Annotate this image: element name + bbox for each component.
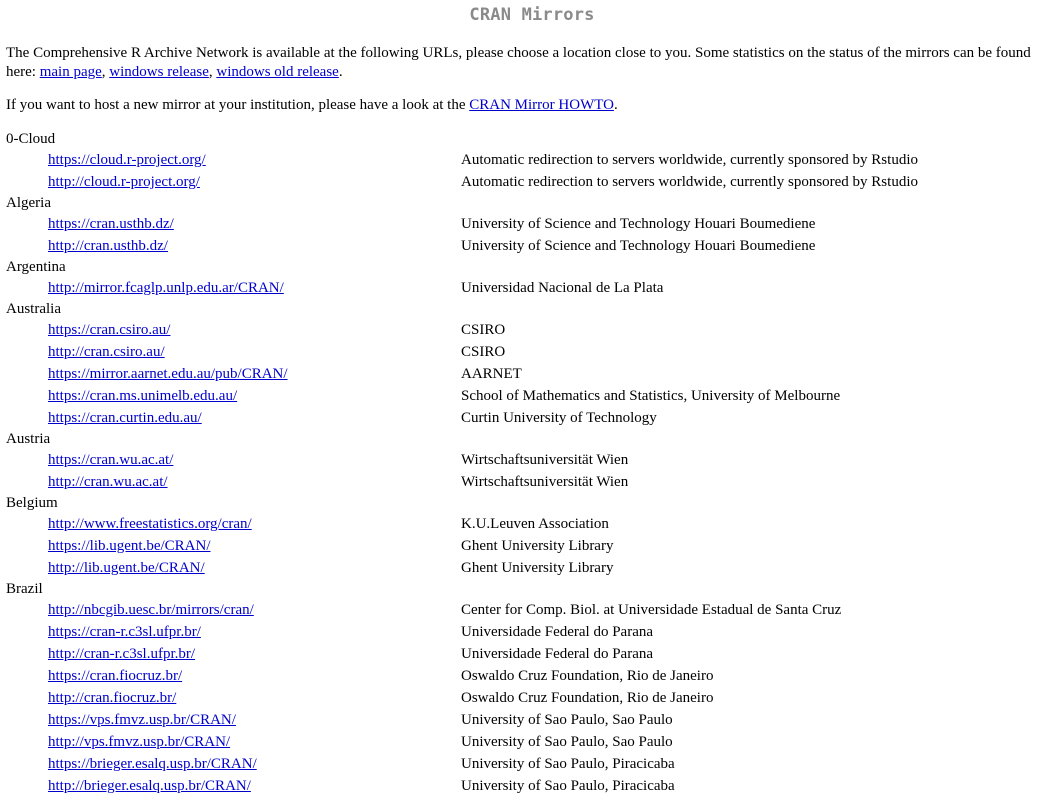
host-text: If you want to host a new mirror at your institution, please have a look at the: [6, 97, 470, 113]
mirror-url-link[interactable]: http://cran.usthb.dz/: [48, 238, 168, 254]
mirror-row: [6, 407, 918, 429]
mirror-row: [6, 513, 918, 535]
country-name: 0-Cloud: [6, 131, 56, 147]
mirror-description: Universidade Federal do Parana: [461, 646, 654, 662]
mirror-url-cell: [6, 385, 461, 407]
mirror-description: Ghent University Library: [461, 560, 614, 576]
country-name: Australia: [6, 301, 61, 317]
mirror-url-link[interactable]: http://cran-r.c3sl.ufpr.br/: [48, 646, 196, 662]
mirror-url-link[interactable]: https://vps.fmvz.usp.br/CRAN/: [48, 712, 236, 728]
mirror-description: School of Mathematics and Statistics, University of Melbourne: [461, 388, 841, 404]
mirror-row: [6, 665, 918, 687]
mirror-description: University of Sao Paulo, Piracicaba: [461, 778, 675, 794]
mirror-url-cell: [6, 557, 461, 579]
mirror-url-cell: [6, 621, 461, 643]
mirror-url-cell: [6, 513, 461, 535]
page-title: CRAN Mirrors: [469, 5, 595, 25]
mirror-description: CSIRO: [461, 322, 506, 338]
mirror-url-link[interactable]: https://cran.fiocruz.br/: [48, 668, 183, 684]
mirror-url-cell: [6, 341, 461, 363]
mirror-row: [6, 363, 918, 385]
mirror-url-link[interactable]: http://nbcgib.uesc.br/mirrors/cran/: [48, 602, 254, 618]
mirror-row: [6, 731, 918, 753]
country-row: [6, 429, 918, 449]
mirror-url-link[interactable]: https://cloud.r-project.org/: [48, 152, 206, 168]
country-row: [6, 299, 918, 319]
country-name: Brazil: [6, 581, 43, 597]
mirror-description: University of Sao Paulo, Sao Paulo: [461, 734, 673, 750]
country-row: [6, 129, 918, 149]
mirror-url-link[interactable]: http://lib.ugent.be/CRAN/: [48, 560, 205, 576]
intro-period: .: [338, 64, 343, 80]
mirror-url-cell: [6, 171, 461, 193]
mirror-description: Universidade Federal do Parana: [461, 624, 654, 640]
country-name: Algeria: [6, 195, 51, 211]
mirror-url-cell: [6, 535, 461, 557]
mirror-row: [6, 385, 918, 407]
mirror-row: [6, 709, 918, 731]
country-row: [6, 193, 918, 213]
mirror-url-link[interactable]: http://brieger.esalq.usp.br/CRAN/: [48, 778, 251, 794]
mirror-row: [6, 213, 918, 235]
country-name: Belgium: [6, 495, 58, 511]
mirrors-table-body: [6, 129, 918, 797]
mirror-description: University of Sao Paulo, Sao Paulo: [461, 712, 673, 728]
mirror-description: K.U.Leuven Association: [461, 516, 609, 532]
mirror-description: Wirtschaftsuniversität Wien: [461, 452, 629, 468]
mirror-url-link[interactable]: http://vps.fmvz.usp.br/CRAN/: [48, 734, 231, 750]
mirror-url-cell: [6, 753, 461, 775]
country-name: Argentina: [6, 259, 66, 275]
mirror-row: [6, 599, 918, 621]
mirror-description: University of Sao Paulo, Piracicaba: [461, 756, 675, 772]
intro-separator: ,: [208, 64, 217, 80]
mirror-description: Automatic redirection to servers worldwide, currently sponsored by Rstudio: [461, 152, 918, 168]
mirror-description: Oswaldo Cruz Foundation, Rio de Janeiro: [461, 690, 714, 706]
mirror-howto-link[interactable]: CRAN Mirror HOWTO: [469, 97, 614, 113]
mirror-row: [6, 687, 918, 709]
windows-old-release-link[interactable]: windows old release: [216, 64, 339, 80]
mirror-url-cell: [6, 599, 461, 621]
mirror-row: [6, 235, 918, 257]
mirror-url-link[interactable]: https://cran.csiro.au/: [48, 322, 171, 338]
mirror-url-cell: [6, 687, 461, 709]
mirror-description: Ghent University Library: [461, 538, 614, 554]
mirror-description: Center for Comp. Biol. at Universidade Estadual de Santa Cruz: [461, 602, 842, 618]
mirror-description: AARNET: [461, 366, 522, 382]
mirror-url-cell: [6, 319, 461, 341]
mirror-url-cell: [6, 449, 461, 471]
mirror-url-cell: [6, 731, 461, 753]
mirror-row: [6, 643, 918, 665]
mirror-description: University of Science and Technology Houari Boumediene: [461, 216, 816, 232]
mirror-url-cell: [6, 643, 461, 665]
mirror-row: [6, 535, 918, 557]
mirrors-table: [6, 129, 918, 797]
mirror-url-link[interactable]: https://mirror.aarnet.edu.au/pub/CRAN/: [48, 366, 288, 382]
mirror-url-cell: [6, 407, 461, 429]
mirror-description: Wirtschaftsuniversität Wien: [461, 474, 629, 490]
mirror-description: CSIRO: [461, 344, 506, 360]
mirror-row: [6, 341, 918, 363]
mirror-url-link[interactable]: http://cloud.r-project.org/: [48, 174, 200, 190]
mirror-row: [6, 149, 918, 171]
country-row: [6, 579, 918, 599]
mirror-url-link[interactable]: http://cran.wu.ac.at/: [48, 474, 168, 490]
mirror-description: Oswaldo Cruz Foundation, Rio de Janeiro: [461, 668, 714, 684]
mirror-row: [6, 171, 918, 193]
mirror-url-cell: [6, 709, 461, 731]
intro-paragraph: [6, 44, 1062, 82]
page-container: [0, 4, 1064, 797]
mirror-url-cell: [6, 149, 461, 171]
host-period: .: [613, 97, 618, 113]
mirror-description: Universidad Nacional de La Plata: [461, 280, 664, 296]
mirror-url-link[interactable]: https://brieger.esalq.usp.br/CRAN/: [48, 756, 257, 772]
mirror-url-link[interactable]: https://cran.ms.unimelb.edu.au/: [48, 388, 238, 404]
mirror-description: University of Science and Technology Houari Boumediene: [461, 238, 816, 254]
mirror-row: [6, 449, 918, 471]
mirror-url-link[interactable]: http://mirror.fcaglp.unlp.edu.ar/CRAN/: [48, 280, 284, 296]
mirror-url-link[interactable]: http://www.freestatistics.org/cran/: [48, 516, 252, 532]
mirror-row: [6, 319, 918, 341]
main-page-link[interactable]: main page: [39, 64, 102, 80]
mirror-url-cell: [6, 471, 461, 493]
mirror-row: [6, 753, 918, 775]
mirror-url-cell: [6, 213, 461, 235]
mirror-url-link[interactable]: http://cran.fiocruz.br/: [48, 690, 177, 706]
mirror-url-link[interactable]: https://lib.ugent.be/CRAN/: [48, 538, 211, 554]
mirror-url-cell: [6, 277, 461, 299]
mirror-url-cell: [6, 235, 461, 257]
mirror-url-link[interactable]: https://cran-r.c3sl.ufpr.br/: [48, 624, 201, 640]
country-name: Austria: [6, 431, 51, 447]
mirror-row: [6, 557, 918, 579]
mirror-url-cell: [6, 665, 461, 687]
mirror-url-link[interactable]: http://cran.csiro.au/: [48, 344, 165, 360]
mirror-description: Automatic redirection to servers worldwide, currently sponsored by Rstudio: [461, 174, 918, 190]
mirror-description: Curtin University of Technology: [461, 410, 657, 426]
mirror-url-link[interactable]: https://cran.usthb.dz/: [48, 216, 174, 232]
mirror-url-link[interactable]: https://cran.curtin.edu.au/: [48, 410, 202, 426]
intro-text: The Comprehensive R Archive Network is available at the following URLs, please choose a location close to you. Some statistics on the status of the mirrors can be found here:: [6, 45, 1031, 80]
mirror-url-cell: [6, 363, 461, 385]
windows-release-link[interactable]: windows release: [109, 64, 209, 80]
mirror-row: [6, 621, 918, 643]
country-row: [6, 493, 918, 513]
mirror-url-link[interactable]: https://cran.wu.ac.at/: [48, 452, 174, 468]
intro-separator: ,: [101, 64, 110, 80]
host-paragraph: [6, 96, 1058, 115]
mirror-row: [6, 471, 918, 493]
country-row: [6, 257, 918, 277]
mirror-row: [6, 277, 918, 299]
